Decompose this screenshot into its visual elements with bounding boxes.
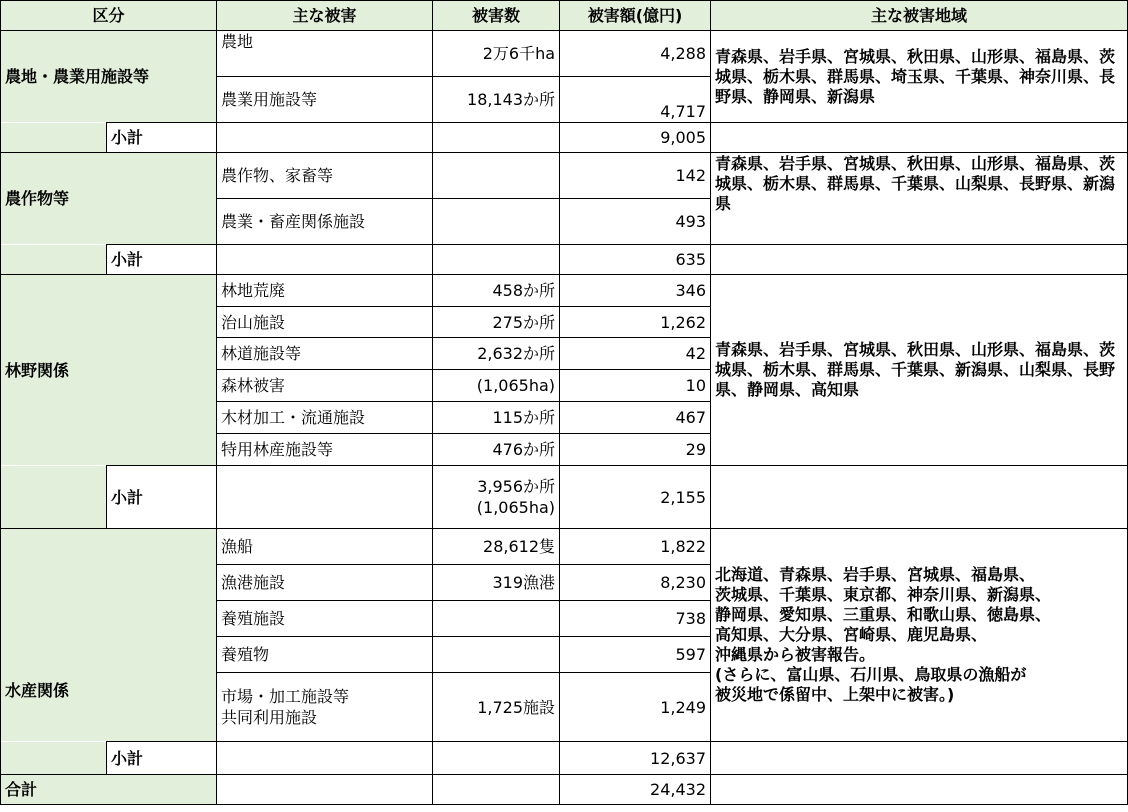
table-row [1, 529, 1128, 565]
amount-cell: 10 [560, 370, 711, 402]
count-cell [433, 466, 560, 529]
amount-cell: 142 [560, 153, 711, 199]
subtotal-label: 小計 [107, 123, 217, 153]
count-cell: 18,143か所 [433, 77, 560, 123]
damage-cell: 林地荒廃 [217, 275, 433, 307]
count-cell: 115か所 [433, 402, 560, 434]
count-cell [433, 123, 560, 153]
subtotal-row [1, 742, 1128, 775]
amount-cell: 346 [560, 275, 711, 307]
areas-cell [711, 775, 1128, 805]
damage-cell [217, 466, 433, 529]
amount-cell: 1,262 [560, 307, 711, 338]
count-cell [433, 742, 560, 775]
amount-cell: 42 [560, 338, 711, 370]
amount-cell: 29 [560, 434, 711, 466]
areas-cell [711, 466, 1128, 529]
category-pad [1, 466, 107, 529]
total-label: 合計 [1, 775, 217, 805]
damage-cell: 木材加工・流通施設 [217, 402, 433, 434]
subtotal-label: 小計 [107, 245, 217, 275]
amount-cell: 4,288 [560, 31, 711, 77]
amount-cell: 467 [560, 402, 711, 434]
category-pad [1, 245, 107, 275]
areas-line: (さらに、富山県、石川県、鳥取県の漁船が [715, 665, 1027, 684]
header-areas: 主な被害地域 [711, 1, 1128, 31]
damage-cell: 養殖施設 [217, 601, 433, 637]
subtotal-row [1, 123, 1128, 153]
subtotal-amount: 635 [560, 245, 711, 275]
total-row [1, 775, 1128, 805]
amount-cell: 4,717 [560, 77, 711, 123]
areas-cell [711, 742, 1128, 775]
count-cell [433, 601, 560, 637]
subtotal-amount: 9,005 [560, 123, 711, 153]
areas-cell: 青森県、岩手県、宮城県、秋田県、山形県、福島県、茨城県、栃木県、群馬県、埼玉県、千葉県、神奈川県、長野県、静岡県、新潟県 [711, 31, 1128, 123]
table-header-row [1, 1, 1128, 31]
damage-cell: 農作物、家畜等 [217, 153, 433, 199]
table-row [1, 275, 1128, 307]
areas-cell [711, 123, 1128, 153]
amount-cell: 738 [560, 601, 711, 637]
count-cell [433, 775, 560, 805]
total-amount: 24,432 [560, 775, 711, 805]
category-pad [1, 123, 107, 153]
amount-cell: 597 [560, 637, 711, 673]
count-cell: 1,725施設 [433, 673, 560, 742]
subtotal-amount: 12,637 [560, 742, 711, 775]
amount-cell: 1,249 [560, 673, 711, 742]
table-row [1, 31, 1128, 77]
header-damage: 主な被害 [217, 1, 433, 31]
damage-cell: 特用林産施設等 [217, 434, 433, 466]
count-cell: (1,065ha) [433, 370, 560, 402]
category-pad [1, 742, 107, 775]
subtotal-amount: 2,155 [560, 466, 711, 529]
areas-line: 北海道、青森県、岩手県、宮城県、福島県、 [715, 565, 1036, 584]
damage-cell: 漁港施設 [217, 565, 433, 601]
damage-cell [217, 245, 433, 275]
count-cell: 319漁港 [433, 565, 560, 601]
damage-cell: 農地 [217, 31, 433, 77]
category-cell: 農作物等 [1, 153, 217, 245]
damage-cell [217, 775, 433, 805]
count-cell: 275か所 [433, 307, 560, 338]
count-cell [433, 199, 560, 245]
subtotal-label: 小計 [107, 742, 217, 775]
areas-line: 茨城県、千葉県、東京都、神奈川県、新潟県、 [715, 585, 1052, 604]
damage-cell [217, 123, 433, 153]
areas-line: 静岡県、愛知県、三重県、和歌山県、徳島県、 [715, 605, 1052, 624]
subtotal-count-secondary: (1,065ha) [476, 498, 556, 517]
header-count: 被害数 [433, 1, 560, 31]
areas-cell: 青森県、岩手県、宮城県、秋田県、山形県、福島県、茨城県、栃木県、群馬県、千葉県、山梨県、長野県、新潟県 [711, 153, 1128, 245]
count-cell: 2,632か所 [433, 338, 560, 370]
damage-cell: 森林被害 [217, 370, 433, 402]
amount-cell: 493 [560, 199, 711, 245]
areas-line: 被災地で係留中、上架中に被害。) [715, 685, 955, 704]
count-cell: 458か所 [433, 275, 560, 307]
damage-cell [217, 673, 433, 742]
areas-cell [711, 245, 1128, 275]
header-category: 区分 [1, 1, 217, 31]
damage-line: 共同利用施設 [221, 708, 318, 727]
amount-cell: 8,230 [560, 565, 711, 601]
count-cell [433, 153, 560, 199]
damage-cell: 治山施設 [217, 307, 433, 338]
areas-cell [711, 529, 1128, 742]
header-amount: 被害額(億円) [560, 1, 711, 31]
category-cell: 水産関係 [1, 529, 217, 742]
areas-line: 高知県、大分県、宮崎県、鹿児島県、 [715, 625, 988, 644]
areas-cell: 青森県、岩手県、宮城県、秋田県、山形県、福島県、茨城県、栃木県、群馬県、千葉県、新潟県、山梨県、長野県、静岡県、高知県 [711, 275, 1128, 466]
category-cell: 農地・農業用施設等 [1, 31, 217, 123]
subtotal-count: 3,956か所 [477, 477, 556, 496]
count-cell [433, 637, 560, 673]
damage-cell: 農業・畜産関係施設 [217, 199, 433, 245]
subtotal-label: 小計 [107, 466, 217, 529]
damage-cell [217, 742, 433, 775]
damage-cell: 養殖物 [217, 637, 433, 673]
damage-cell: 農業用施設等 [217, 77, 433, 123]
subtotal-row [1, 466, 1128, 529]
count-cell [433, 245, 560, 275]
count-cell: 476か所 [433, 434, 560, 466]
damage-line: 市場・加工施設等 [221, 687, 350, 706]
count-cell: 28,612隻 [433, 529, 560, 565]
amount-cell: 1,822 [560, 529, 711, 565]
count-cell: 2万6千ha [433, 31, 560, 77]
subtotal-row [1, 245, 1128, 275]
damage-cell: 漁船 [217, 529, 433, 565]
table-row [1, 153, 1128, 199]
areas-line: 沖縄県から被害報告。 [715, 645, 876, 664]
category-cell: 林野関係 [1, 275, 217, 466]
damage-cell: 林道施設等 [217, 338, 433, 370]
